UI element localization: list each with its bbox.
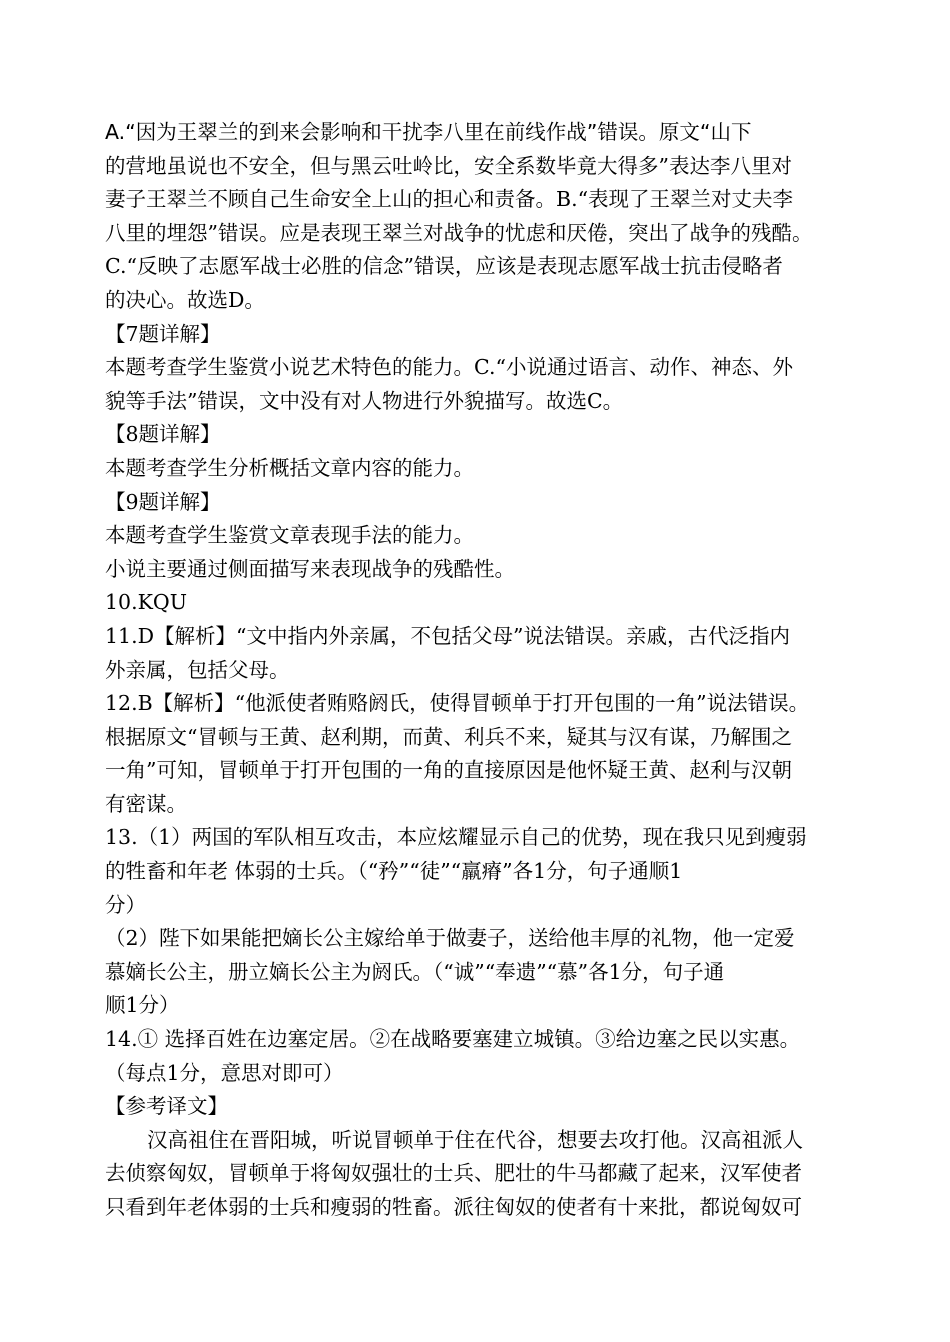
document-page [105,116,865,1225]
text-line: 的营地虽说也不安全，但与黑云吐岭比，安全系数毕竟大得多”表达李八里对 [105,153,792,178]
text-line: 去侦察匈奴，冒顿单于将匈奴强壮的士兵、肥壮的牛马都藏了起来，汉军使者 [105,1161,802,1186]
text-line: 根据原文“冒顿与王黄、赵利期，而黄、利兵不来，疑其与汉有谋，乃解围之 [105,724,792,749]
section-heading: 【参考译文】 [105,1094,228,1119]
text-line: 本题考查学生鉴赏文章表现手法的能力。 [105,523,474,548]
section-heading: 【7题详解】 [105,321,221,346]
text-line: 分） [105,892,146,917]
text-line: （每点1分，意思对即可） [105,1060,344,1085]
text-line: 八里的埋怨”错误。应是表现王翠兰对战争的忧虑和厌倦，突出了战争的残酷。 [105,220,813,245]
text-line: C.“反映了志愿军战士必胜的信念”错误，应该是表现志愿军战士抗击侵略者 [105,254,783,279]
text-line: 慕嫡长公主，册立嫡长公主为阏氏。（“诚”“奉遗”“慕”各1分，句子通 [105,959,725,984]
answer-line: 13.（1）两国的军队相互攻击，本应炫耀显示自己的优势，现在我只见到瘦弱 [105,825,807,850]
text-line: 本题考查学生分析概括文章内容的能力。 [105,455,474,480]
answer-line: 12.B【解析】“他派使者贿赂阏氏，使得冒顿单于打开包围的一角”说法错误。 [105,691,810,716]
text-line: 顺1分） [105,993,180,1018]
section-heading: 【9题详解】 [105,489,221,514]
text-line: 本题考查学生鉴赏小说艺术特色的能力。C.“小说通过语言、动作、神态、外 [105,355,793,380]
text-line: 妻子王翠兰不顾自己生命安全上山的担心和责备。B.“表现了王翠兰对丈夫李 [105,187,794,212]
answer-line: 11.D【解析】“文中指内外亲属，不包括父母”说法错误。亲戚，古代泛指内 [105,623,790,648]
text-line: A.“因为王翠兰的到来会影响和干扰李八里在前线作战”错误。原文“山下 [105,120,752,144]
text-line: 外亲属，包括父母。 [105,657,290,682]
text-line: （2）陛下如果能把嫡长公主嫁给单于做妻子，送给他丰厚的礼物，他一定爱 [105,926,795,951]
text-line: 只看到年老体弱的士兵和瘦弱的牲畜。派往匈奴的使者有十来批，都说匈奴可 [105,1195,802,1219]
text-line: 的决心。故选D。 [105,287,265,312]
text-line: 小说主要通过侧面描写来表现战争的残酷性。 [105,556,515,581]
text-line: 一角”可知，冒顿单于打开包围的一角的直接原因是他怀疑王黄、赵利与汉朝 [105,758,792,783]
answer-line: 14.① 选择百姓在边塞定居。②在战略要塞建立城镇。③给边塞之民以实惠。 [105,1027,801,1052]
section-heading: 【8题详解】 [105,422,221,447]
text-line: 有密谋。 [105,791,187,816]
answer-line: 10.KQU [105,590,187,615]
translation-paragraph-start: 汉高祖住在晋阳城，听说冒顿单于住在代谷，想要去攻打他。汉高祖派人 [147,1127,803,1152]
text-line: 貌等手法”错误，文中没有对人物进行外貌描写。故选C。 [105,388,624,413]
text-line: 的牲畜和年老 体弱的士兵。（“矜”“徒”“羸瘠”各1分，句子通顺1 [105,859,683,884]
